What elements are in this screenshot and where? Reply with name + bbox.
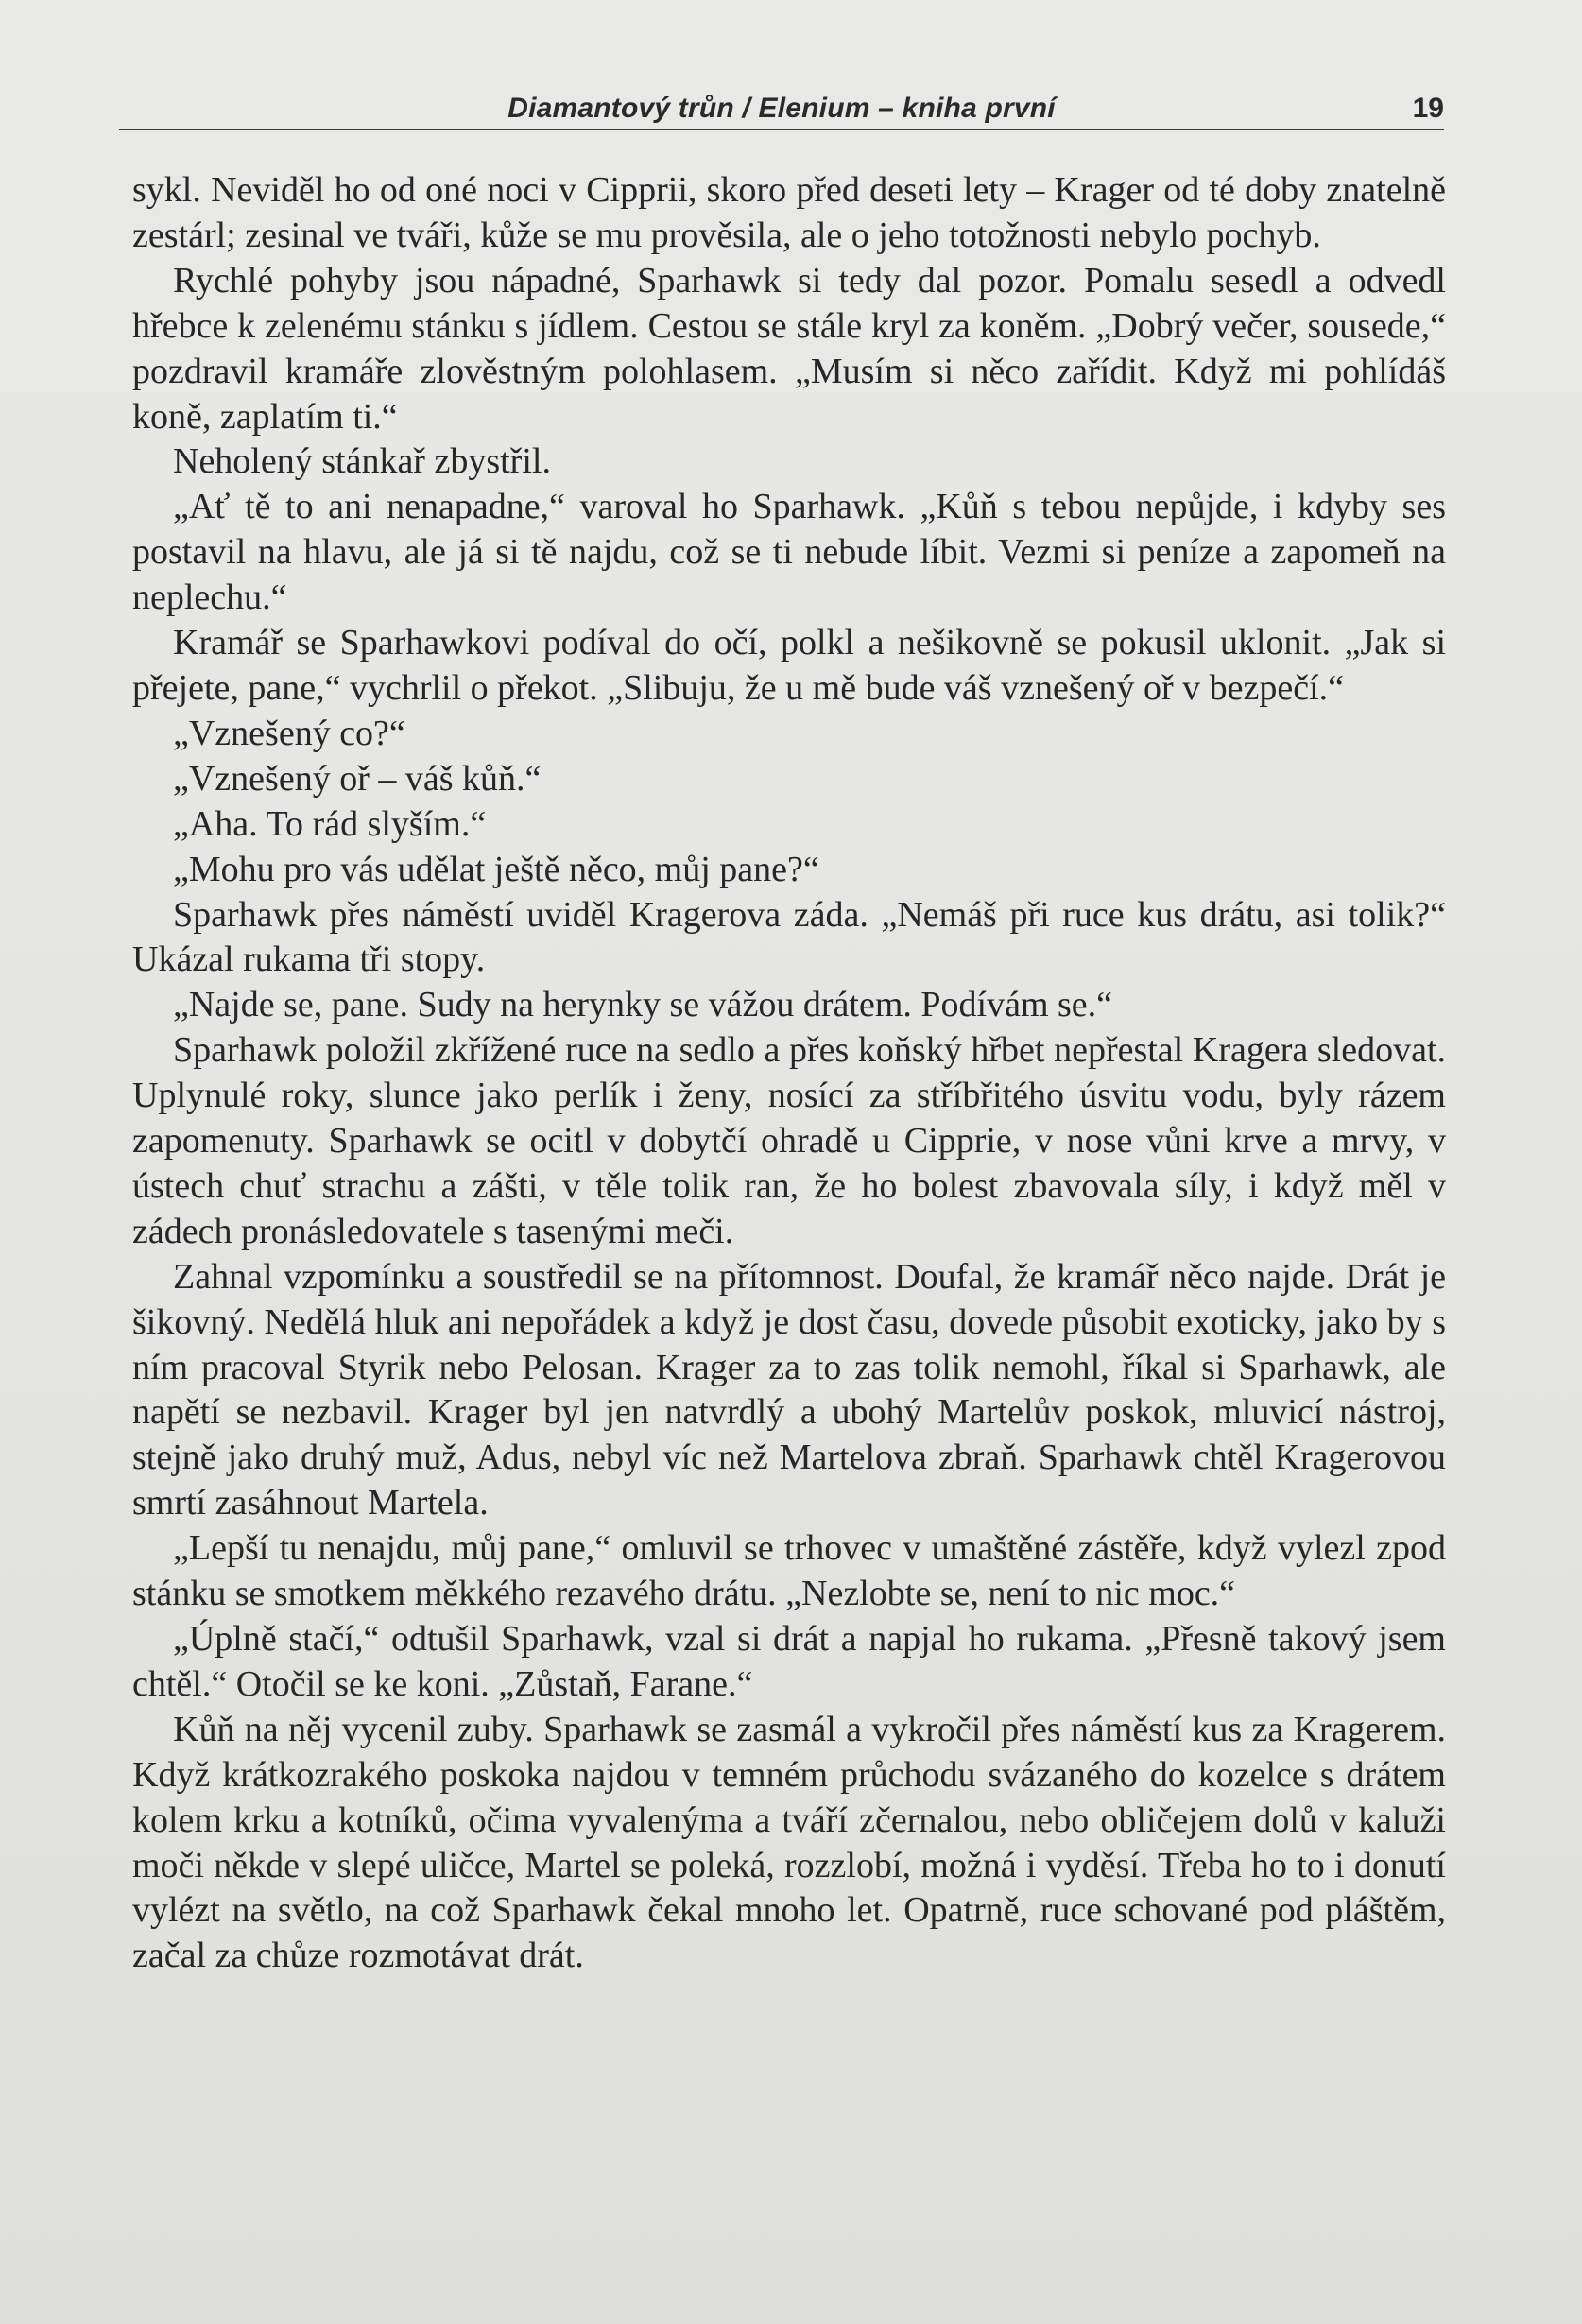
paragraph: Kůň na něj vycenil zuby. Sparhawk se zasmál a vykročil přes náměstí kus za Kragerem. Když krátkozrakého poskoka najdou v temném průchodu svázaného do kozelce s drátem kolem krku a kotníků, očima vyvalenýma a tváří zčernalou, nebo obličejem dolů v kaluži moči někde v slepé uličce, Martel se poleká, rozzlobí, možná i vyděsí. Třeba ho to i donutí vylézt na světlo, na což Sparhawk čekal mnoho let. Opatrně, ruce schované pod pláštěm, začal za chůze rozmotávat drát.	[132, 1709, 1446, 1976]
paragraph: „Aha. To rád slyším.“	[173, 803, 487, 844]
paragraph: Zahnal vzpomínku a soustředil se na přítomnost. Doufal, že kramář něco najde. Drát je šikovný. Nedělá hluk ani nepořádek a když je dost času, dovede působit exoticky, jako by s ním pracoval Styrik nebo Pelosan. Krager za to zas tolik nemohl, říkal si Sparhawk, ale napětí se nezbavil. Krager byl jen natvrdlý a ubohý Martelův poskok, mluvicí nástroj, stejně jako druhý muž, Adus, nebyl víc než Martelova zbraň. Sparhawk chtěl Kragerovou smrtí zasáhnout Martela.	[132, 1256, 1446, 1524]
running-header-title: Diamantový trůn / Elenium – kniha první	[507, 93, 1056, 124]
paragraph: „Najde se, pane. Sudy na herynky se vážou drátem. Podívám se.“	[173, 985, 1113, 1025]
paragraph: Sparhawk přes náměstí uviděl Kragerova záda. „Nemáš při ruce kus drátu, asi tolik?“ Ukázal rukama tři stopy.	[132, 894, 1446, 980]
paragraph: „Vznešený oř – váš kůň.“	[173, 758, 542, 799]
running-header	[119, 91, 1444, 132]
paragraph: „Vznešený co?“	[173, 713, 405, 753]
paragraph: sykl. Neviděl ho od oné noci v Cipprii, skoro před deseti lety – Krager od té doby znatelně zestárl; zesinal ve tváři, kůže se mu prověsila, ale o jeho totožnosti nebylo pochyb.	[132, 170, 1446, 255]
header-rule	[119, 129, 1444, 130]
paragraph: Sparhawk položil zkřížené ruce na sedlo a přes koňský hřbet nepřestal Kragera sledovat. Uplynulé roky, slunce jako perlík i ženy, nosící za stříbřitého úsvitu vodu, byly rázem zapomenuty. Sparhawk se ocitl v dobytčí ohradě u Cipprie, v nose vůni krve a mrvy, v ústech chuť strachu a zášti, v těle tolik ran, že ho bolest zbavovala síly, i když měl v zádech pronásledovatele s tasenými meči.	[132, 1030, 1446, 1251]
paragraph: „Lepší tu nenajdu, můj pane,“ omluvil se trhovec v umaštěné zástěře, když vylezl zpod stánku se smotkem měkkého rezavého drátu. „Nezlobte se, není to nic moc.“	[132, 1528, 1446, 1614]
paragraph: Rychlé pohyby jsou nápadné, Sparhawk si tedy dal pozor. Pomalu sesedl a odvedl hřebce k zelenému stánku s jídlem. Cestou se stále kryl za koněm. „Dobrý večer, sousede,“ pozdravil kramáře zlověstným polohlasem. „Musím si něco zařídit. Když mi pohlídáš koně, zaplatím ti.“	[132, 260, 1446, 437]
paragraph: „Mohu pro vás udělat ještě něco, můj pane?“	[173, 849, 819, 889]
paragraph: Kramář se Sparhawkovi podíval do očí, polkl a nešikovně se pokusil uklonit. „Jak si přejete, pane,“ vychrlil o překot. „Slibuju, že u mě bude váš vznešený oř v bezpečí.“	[132, 623, 1446, 708]
paragraph: „Úplně stačí,“ odtušil Sparhawk, vzal si drát a napjal ho rukama. „Přesně takový jsem chtěl.“ Otočil se ke koni. „Zůstaň, Farane.“	[132, 1619, 1446, 1704]
body-text	[132, 168, 1446, 1979]
paragraph: „Ať tě to ani nenapadne,“ varoval ho Sparhawk. „Kůň s tebou nepůjde, i kdyby ses postavil na hlavu, ale já si tě najdu, což se ti nebude líbit. Vezmi si peníze a zapomeň na neplechu.“	[132, 487, 1446, 618]
page-number: 19	[1412, 93, 1444, 124]
paragraph: Neholený stánkař zbystřil.	[173, 441, 551, 482]
